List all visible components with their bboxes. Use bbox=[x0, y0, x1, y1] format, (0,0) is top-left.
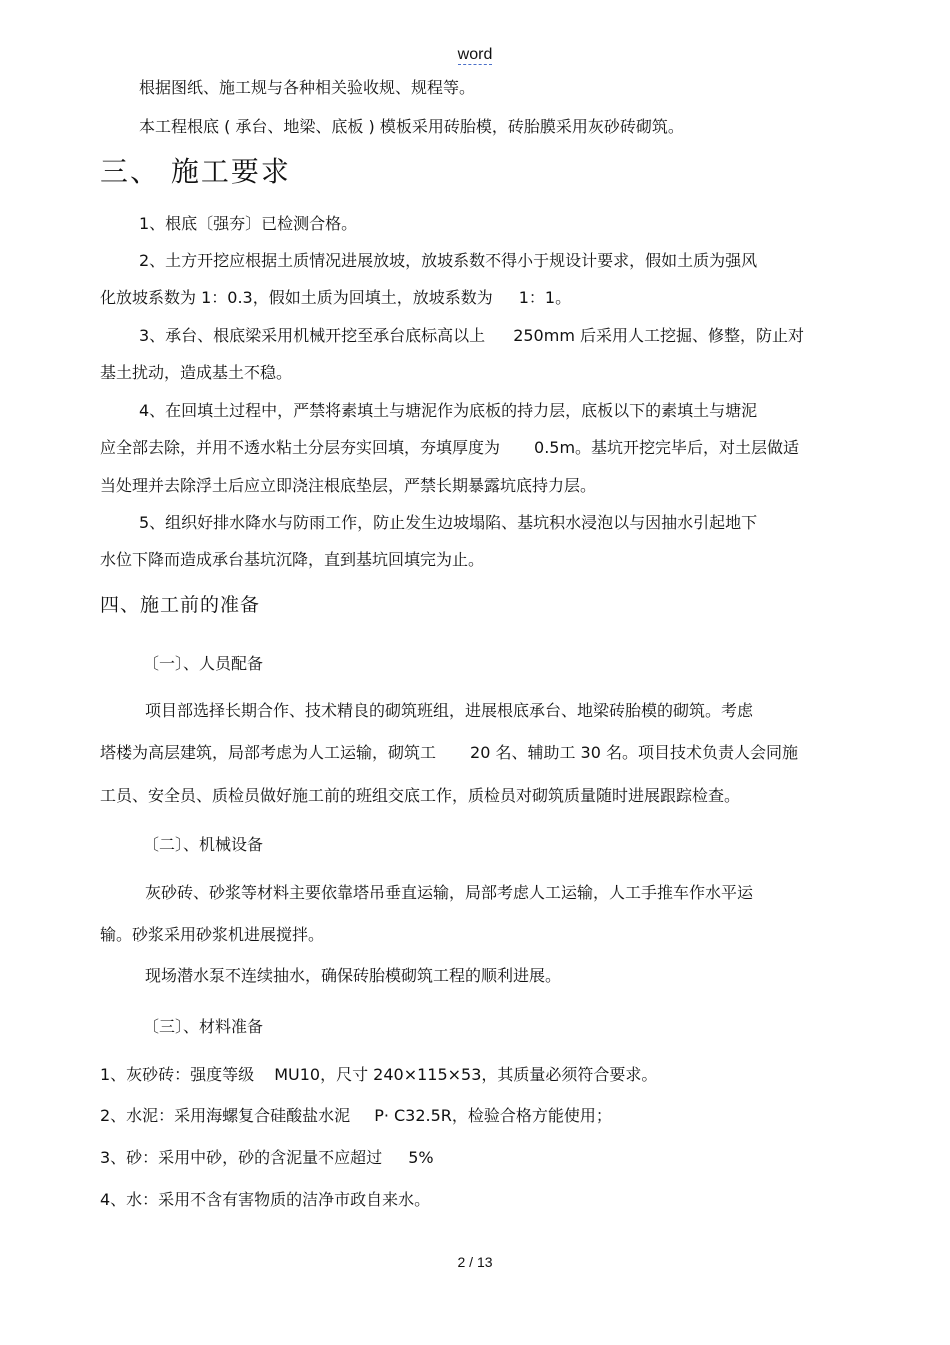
requirement-item-2-line-2: 化放坡系数为 1：0.3，假如土质为回填土，放坡系数为 1：1。 bbox=[100, 288, 572, 307]
requirement-item-4-line-1: 4、在回填土过程中，严禁将素填土与塘泥作为底板的持力层，底板以下的素填土与塘泥 bbox=[139, 401, 758, 420]
material-item-brick: 1、灰砂砖：强度等级 MU10，尺寸 240×115×53，其质量必须符合要求。 bbox=[100, 1065, 658, 1084]
material-item-cement: 2、水泥：采用海螺复合硅酸盐水泥 P· C32.5R，检验合格方能使用； bbox=[100, 1106, 612, 1125]
material-item-water: 4、水：采用不含有害物质的洁净市政自来水。 bbox=[100, 1190, 431, 1209]
requirement-item-4-line-3: 当处理并去除浮土后应立即浇注根底垫层，严禁长期暴露坑底持力层。 bbox=[100, 476, 597, 495]
header-label: word bbox=[457, 46, 493, 63]
subheading-personnel: 〔一〕、人员配备 bbox=[143, 654, 264, 673]
requirement-item-3-line-1: 3、承台、根底梁采用机械开挖至承台底标高以上 250mm 后采用人工挖掘、修整，防止对 bbox=[139, 326, 804, 345]
subheading-materials: 〔三〕、材料准备 bbox=[143, 1017, 264, 1036]
requirement-item-4-line-2: 应全部去除，并用不透水粘土分层夯实回填，夯填厚度为 0.5m。基坑开挖完毕后，对土层做适 bbox=[100, 438, 800, 457]
paragraph-formwork: 本工程根底 ( 承台、地梁、底板 ) 模板采用砖胎模，砖胎膜采用灰砂砖砌筑。 bbox=[139, 117, 684, 136]
requirement-item-3-line-2: 基土扰动，造成基土不稳。 bbox=[100, 363, 293, 382]
page-number: 2 / 13 bbox=[457, 1254, 493, 1270]
requirement-item-1: 1、根底〔强夯〕已检测合格。 bbox=[139, 214, 358, 233]
personnel-paragraph-line-3: 工员、安全员、质检员做好施工前的班组交底工作，质检员对砌筑质量随时进展跟踪检查。 bbox=[100, 786, 741, 805]
section-heading-requirements: 三、 施工要求 bbox=[100, 155, 291, 188]
machinery-paragraph-line-2: 输。砂浆采用砂浆机进展搅拌。 bbox=[100, 925, 325, 944]
document-header bbox=[0, 45, 950, 65]
requirement-item-5-line-1: 5、组织好排水降水与防雨工作，防止发生边坡塌陷、基坑积水浸泡以与因抽水引起地下 bbox=[139, 513, 758, 532]
section-heading-preparation: 四、施工前的准备 bbox=[100, 594, 261, 616]
material-item-sand: 3、砂：采用中砂，砂的含泥量不应超过 5% bbox=[100, 1148, 434, 1167]
subheading-machinery: 〔二〕、机械设备 bbox=[143, 835, 264, 854]
paragraph-basis: 根据图纸、施工规与各种相关验收规、规程等。 bbox=[139, 78, 476, 97]
requirement-item-5-line-2: 水位下降而造成承台基坑沉降，直到基坑回填完为止。 bbox=[100, 550, 485, 569]
personnel-paragraph-line-2: 塔楼为高层建筑，局部考虑为人工运输，砌筑工 20 名、辅助工 30 名。项目技术负责人会同施 bbox=[100, 743, 798, 762]
machinery-paragraph-line-1: 灰砂砖、砂浆等材料主要依靠塔吊垂直运输，局部考虑人工运输，人工手推车作水平运 bbox=[145, 883, 754, 902]
machinery-paragraph-pump: 现场潜水泵不连续抽水，确保砖胎模砌筑工程的顺利进展。 bbox=[145, 966, 562, 985]
requirement-item-2-line-1: 2、土方开挖应根据土质情况进展放坡，放坡系数不得小于规设计要求，假如土质为强风 bbox=[139, 251, 758, 270]
personnel-paragraph-line-1: 项目部选择长期合作、技术精良的砌筑班组，进展根底承台、地梁砖胎模的砌筑。考虑 bbox=[145, 701, 754, 720]
